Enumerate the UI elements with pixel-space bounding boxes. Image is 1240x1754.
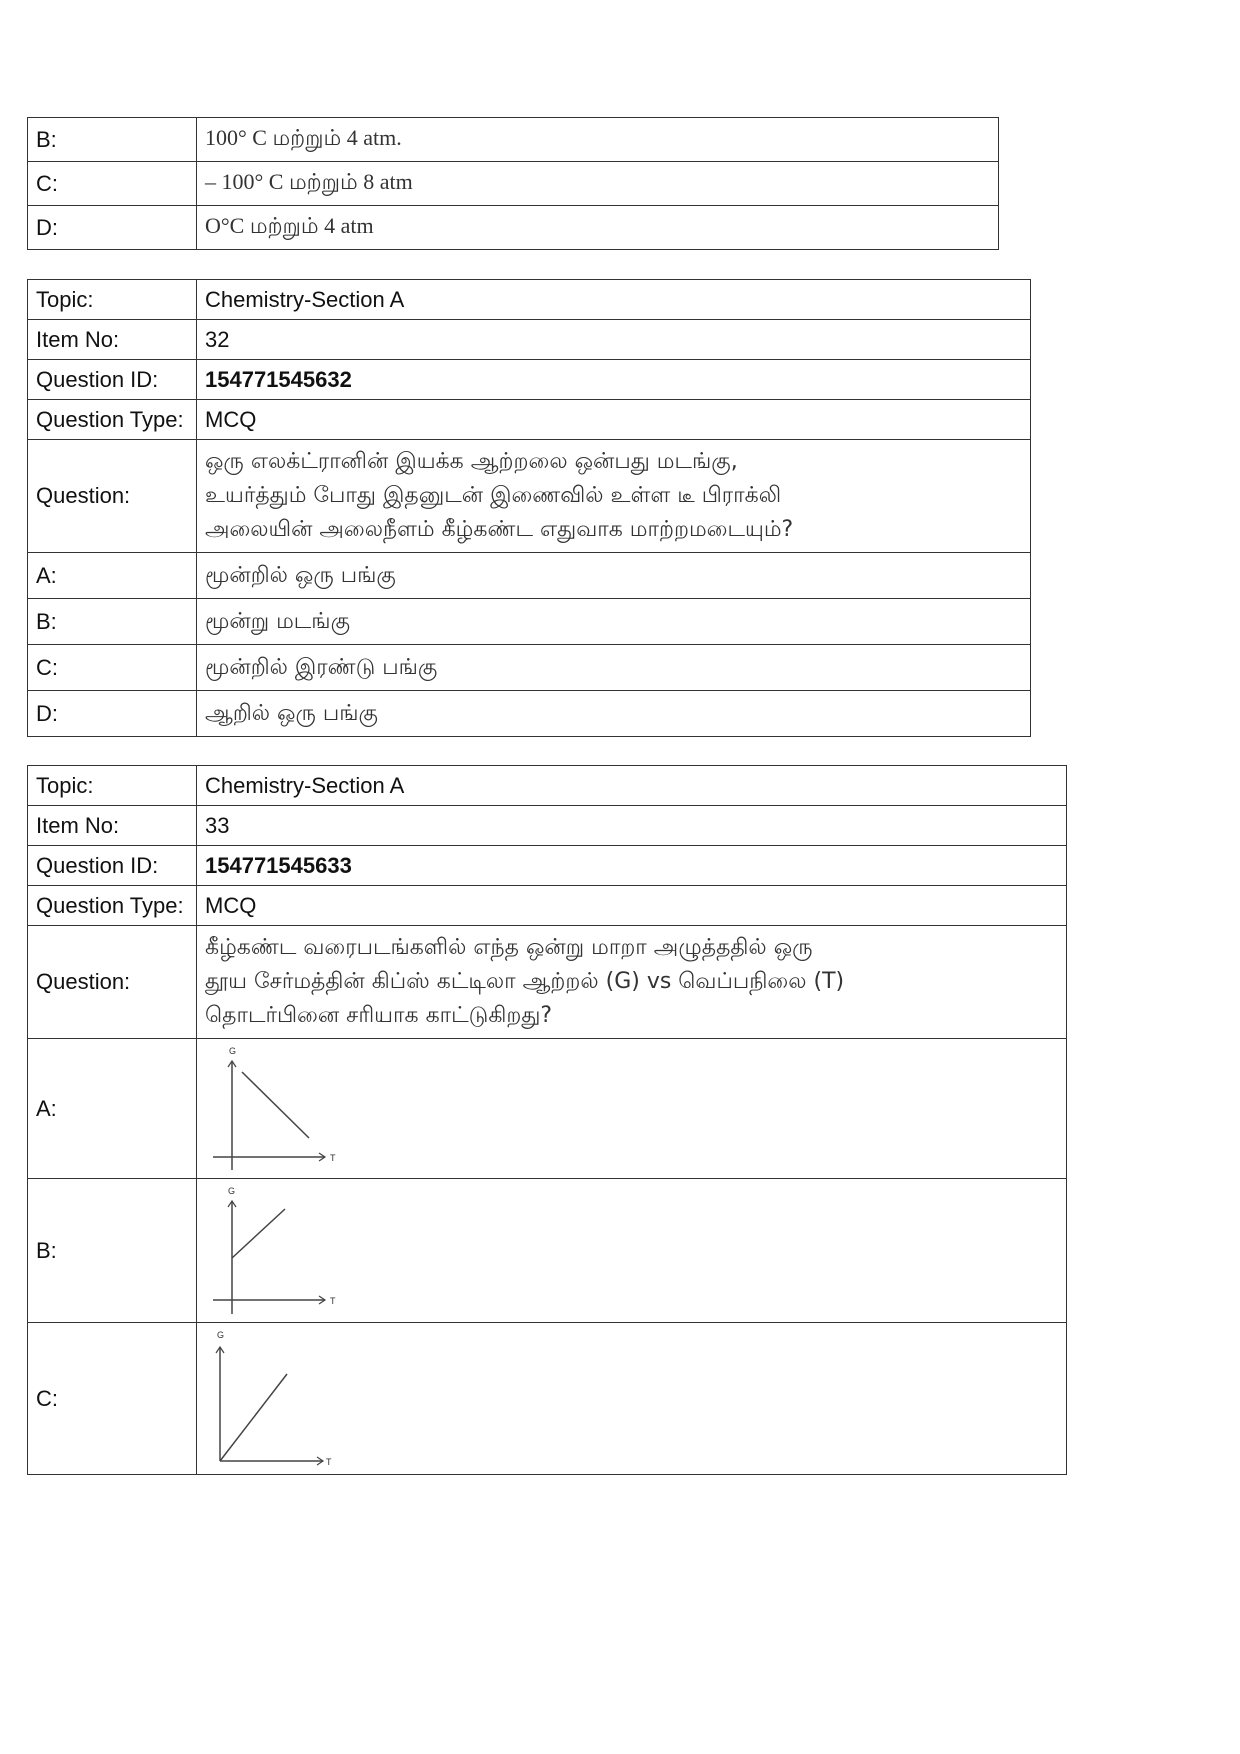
graph-line (232, 1209, 285, 1258)
question-type-label: Question Type: (28, 400, 197, 440)
x-axis-label: T (330, 1295, 336, 1306)
question-type-value: MCQ (197, 400, 1031, 440)
option-label: C: (28, 162, 197, 206)
question-line: தூய சேர்மத்தின் கிப்ஸ் கட்டிலா ஆற்றல் (G) vs வெப்பநிலை (T) (205, 969, 845, 994)
y-axis-label: G (228, 1185, 236, 1196)
question-id-value: 154771545632 (197, 360, 1031, 400)
option-label: A: (28, 1039, 197, 1179)
question-33-table (27, 765, 1067, 1475)
option-text: 100° C மற்றும் 4 atm. (197, 118, 999, 162)
graph-g-vs-t-origin (205, 1324, 365, 1474)
question-id-label: Question ID: (28, 846, 197, 886)
x-axis-label: T (326, 1456, 332, 1467)
graph-line (242, 1072, 309, 1138)
topic-label: Topic: (28, 766, 197, 806)
question-line: கீழ்கண்ட வரைபடங்களில் எந்த ஒன்று மாறா அழுத்ததில் ஒரு (205, 935, 813, 960)
item-no-value: 32 (197, 320, 1031, 360)
option-graph (197, 1179, 1067, 1323)
option-label: B: (28, 599, 197, 645)
question-line: ஒரு எலக்ட்ரானின் இயக்க ஆற்றலை ஒன்பது மடங்கு, (205, 449, 738, 474)
prev-question-options-table (27, 117, 999, 250)
y-axis-label: G (217, 1329, 225, 1340)
option-graph (197, 1039, 1067, 1179)
item-no-label: Item No: (28, 806, 197, 846)
option-label: B: (28, 1179, 197, 1323)
question-id-label: Question ID: (28, 360, 197, 400)
question-text (197, 440, 1031, 553)
option-text: O°C மற்றும் 4 atm (197, 206, 999, 250)
graph-g-vs-t-decreasing (205, 1040, 365, 1178)
question-text (197, 926, 1067, 1039)
option-label: C: (28, 645, 197, 691)
topic-value: Chemistry-Section A (197, 280, 1031, 320)
x-axis-label: T (330, 1152, 336, 1163)
question-type-label: Question Type: (28, 886, 197, 926)
topic-value: Chemistry-Section A (197, 766, 1067, 806)
option-graph (197, 1323, 1067, 1475)
question-type-value: MCQ (197, 886, 1067, 926)
question-line: உயர்த்தும் போது இதனுடன் இணைவில் உள்ள டீ பிராக்லி (205, 483, 782, 508)
option-label: D: (28, 691, 197, 737)
option-label: A: (28, 553, 197, 599)
graph-line (220, 1374, 287, 1461)
option-text: ஆறில் ஒரு பங்கு (197, 691, 1031, 737)
option-text: மூன்று மடங்கு (197, 599, 1031, 645)
option-text: – 100° C மற்றும் 8 atm (197, 162, 999, 206)
item-no-label: Item No: (28, 320, 197, 360)
option-text: மூன்றில் இரண்டு பங்கு (197, 645, 1031, 691)
topic-label: Topic: (28, 280, 197, 320)
item-no-value: 33 (197, 806, 1067, 846)
question-32-table (27, 279, 1031, 737)
option-text: மூன்றில் ஒரு பங்கு (197, 553, 1031, 599)
question-label: Question: (28, 926, 197, 1039)
question-line: அலையின் அலைநீளம் கீழ்கண்ட எதுவாக மாற்றமடையும்? (205, 517, 794, 542)
option-label: D: (28, 206, 197, 250)
question-line: தொடர்பினை சரியாக காட்டுகிறது? (205, 1003, 553, 1028)
question-label: Question: (28, 440, 197, 553)
option-label: C: (28, 1323, 197, 1475)
option-label: B: (28, 118, 197, 162)
y-axis-label: G (229, 1045, 237, 1056)
graph-g-vs-t-increasing (205, 1180, 365, 1322)
question-id-value: 154771545633 (197, 846, 1067, 886)
